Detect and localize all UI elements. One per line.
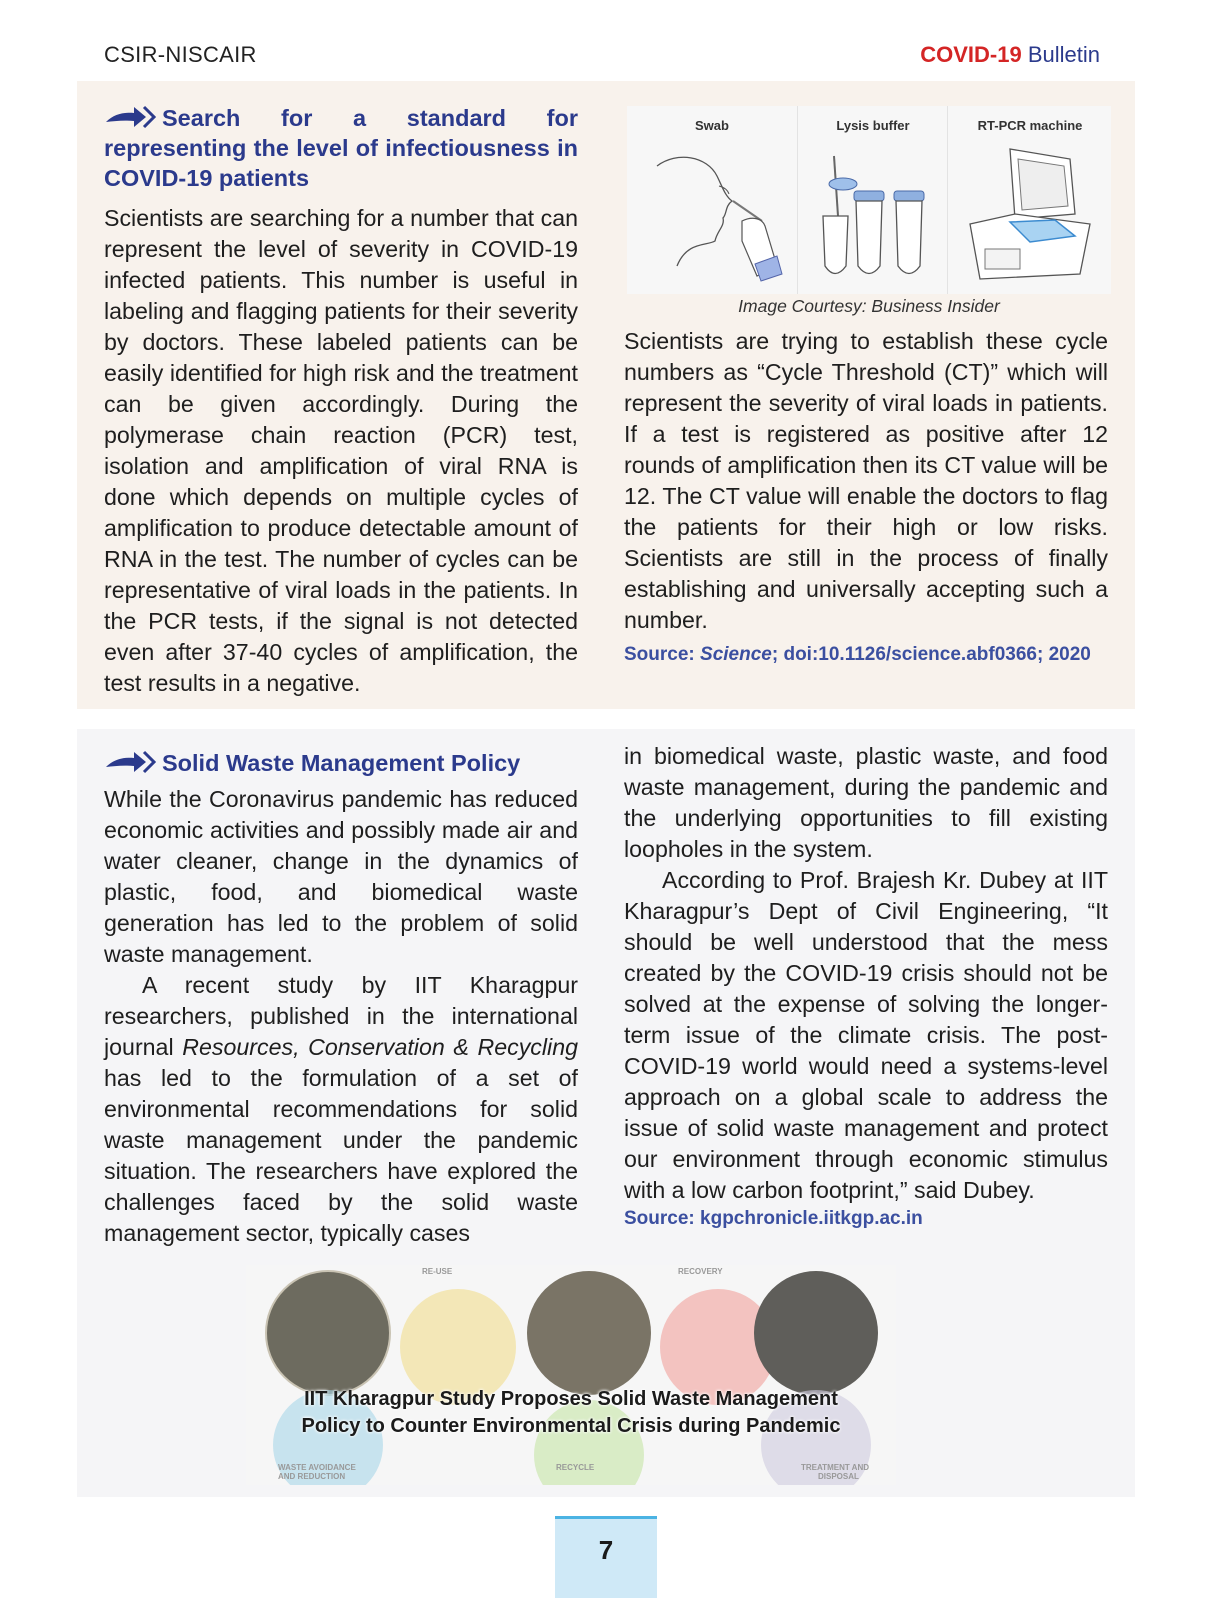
tubes-illustration xyxy=(808,146,938,286)
article2-left-column xyxy=(104,748,578,1249)
article2-paragraph-4: According to Prof. Brajesh Kr. Dubey at IIT Kharagpur’s Dept of Civil Engineering, “It should be well understood that the mess created by the COVID-19 crisis should not be solved at the expense of solving the longer-term issue of the climate crisis. The post-COVID-19 world would need a systems-level approach on a global scale to address the issue of solid waste management and protect our environment through economic stimulus with a low carbon footprint,” said Dubey. xyxy=(624,867,1108,1203)
source-journal: Science xyxy=(700,644,772,665)
label-recycle: RECYCLE xyxy=(556,1463,595,1472)
article1-source xyxy=(624,642,1108,667)
article2-paragraph-1: While the Coronavirus pandemic has reduced economic activities and possibly made air and water cleaner, change in the dynamics of plastic, food, and biomedical waste generation has led to the problem of solid waste management. xyxy=(104,786,578,967)
double-arrow-icon xyxy=(104,104,156,130)
page-number: 7 xyxy=(598,1535,614,1565)
rt-pcr-panel xyxy=(947,106,1112,294)
article2-right-column xyxy=(624,741,1108,1231)
label-recovery: RECOVERY xyxy=(678,1267,723,1276)
figure-caption: Image Courtesy: Business Insider xyxy=(738,296,1000,316)
source-prefix: Source: xyxy=(624,644,701,665)
article1-heading xyxy=(104,103,578,193)
journal-name: Resources, Conservation & Recycling xyxy=(182,1034,578,1060)
pcr-process-figure xyxy=(627,106,1111,294)
publisher-name: CSIR-NISCAIR xyxy=(104,42,257,67)
article2-paragraph-3: in biomedical waste, plastic waste, and food waste management, during the pandemic and the underlying opportunities to fill existing loopholes in the system. xyxy=(624,743,1108,862)
article1-right-column xyxy=(624,326,1108,667)
bulletin-title xyxy=(920,42,1100,68)
lysis-buffer-panel xyxy=(797,106,948,294)
swab-label: Swab xyxy=(695,118,729,133)
swab-panel xyxy=(627,106,797,294)
banner-title-line1: IIT Kharagpur Study Proposes Solid Waste Management xyxy=(304,1388,838,1410)
pcr-machine-illustration xyxy=(960,144,1100,289)
bulletin-title-blue: Bulletin xyxy=(1021,42,1100,67)
article1-body-left: Scientists are searching for a number that can represent the level of severity in COVID-19 infected patients. This number is useful in labeling and flagging patients for their severity by doctors. These labeled patients can be easily identified for high risk and the treatment can be given accordingly. During the polymerase chain reaction (PCR) test, isolation and amplification of viral RNA is done which depends on multiple cycles of amplification to produce detectable amount of RNA in the test. The number of cycles can be representative of viral loads in the patients. In the PCR tests, if the signal is not detected even after 37-40 cycles of amplification, the test results in a negative. xyxy=(104,205,578,696)
article1-left-column xyxy=(104,103,578,699)
waste-management-banner xyxy=(246,1265,896,1485)
banner-title-line2: Policy to Counter Environmental Crisis during Pandemic xyxy=(301,1415,841,1437)
bulletin-title-red: COVID-19 xyxy=(920,42,1022,67)
paragraph-2-part-b: has led to the formulation of a set of environmental recommendations for solid waste management under the pandemic situation. The researchers have explored the challenges faced by the solid waste management sector, typically cases xyxy=(104,1065,578,1246)
label-and-reduction: AND REDUCTION xyxy=(278,1472,346,1481)
label-treatment: TREATMENT AND xyxy=(801,1463,869,1472)
swab-illustration xyxy=(637,146,787,286)
label-waste-avoidance: WASTE AVOIDANCE xyxy=(278,1463,356,1472)
page-number-tab xyxy=(555,1516,657,1598)
source-doi: ; doi:10.1126/science.abf0366; 2020 xyxy=(771,644,1091,665)
article2-heading xyxy=(104,748,578,778)
rt-pcr-label: RT-PCR machine xyxy=(977,118,1083,133)
article2-paragraph-2 xyxy=(104,970,578,1249)
label-disposal: DISPOSAL xyxy=(818,1472,859,1481)
article1-title: Search for a standard for representing the level of infectiousness in COVID-19 patients xyxy=(104,105,578,191)
paragraph-2-part-a: A recent study by IIT Kharagpur researchers, published in the international journal xyxy=(104,972,578,1060)
lysis-buffer-label: Lysis buffer xyxy=(836,118,910,133)
article2-title: Solid Waste Management Policy xyxy=(162,750,521,776)
article2-source: Source: kgpchronicle.iitkgp.ac.in xyxy=(624,1208,923,1229)
label-reuse: RE-USE xyxy=(422,1267,453,1276)
banner-graphic xyxy=(246,1265,896,1485)
article1-body-right: Scientists are trying to establish these cycle numbers as “Cycle Threshold (CT)” which will represent the severity of viral loads in patients. If a test is registered as positive after 12 rounds of amplification then its CT value will be 12. The CT value will enable the doctors to flag the patients for their high or low risks. Scientists are still in the process of finally establishing and universally accepting such a number. xyxy=(624,328,1108,633)
double-arrow-icon xyxy=(104,749,156,775)
